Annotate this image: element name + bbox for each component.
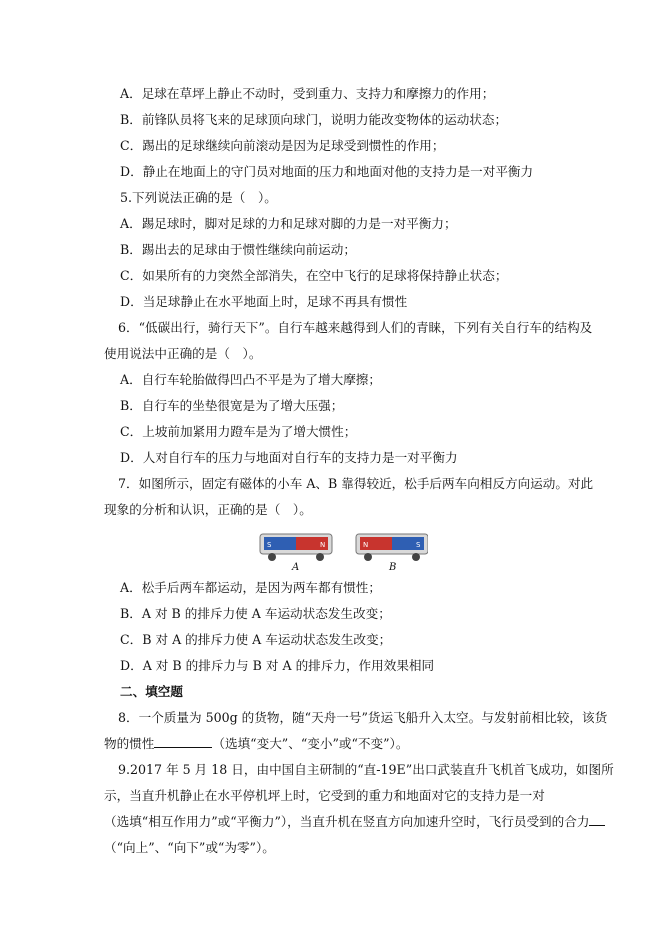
car-b <box>356 534 428 572</box>
q7-option-a: A．松手后两车都运动，是因为两车都有惯性； <box>120 580 381 595</box>
q9-line1: 9.2017 年 5 月 18 日，由中国自主研制的“直-19E”出口武装直升飞机首飞成功，如图所 <box>118 762 614 777</box>
q8-line2-post: （选填“变大”、“变小”或“不变”）。 <box>212 736 409 751</box>
q7-stem-line2: 现象的分析和认识，正确的是（ ）。 <box>104 502 312 517</box>
q6-stem-line2: 使用说法中正确的是（ ）。 <box>104 346 262 361</box>
car-a-label: A <box>292 562 300 572</box>
q6-stem-line1: 6．“低碳出行，骑行天下”。自行车越来越得到人们的青睐，下列有关自行车的结构及 <box>118 320 593 335</box>
magnet-cars-figure <box>258 526 428 572</box>
q8-line2-pre: 物的惯性 <box>104 736 155 751</box>
q6-option-b: B．自行车的坐垫很宽是为了增大压强； <box>120 398 344 413</box>
q6-option-d: D．人对自行车的压力与地面对自行车的支持力是一对平衡力 <box>120 450 458 465</box>
magnet-a-right-pole: N <box>320 541 326 549</box>
q4-option-c: C．踢出的足球继续向前滚动是因为足球受到惯性的作用； <box>120 138 445 153</box>
magnet-a-left-pole: S <box>267 541 272 549</box>
q4-option-b: B．前锋队员将飞来的足球顶向球门，说明力能改变物体的运动状态； <box>120 112 508 127</box>
q9-line2: 示，当直升机静止在水平停机坪上时，它受到的重力和地面对它的支持力是一对 <box>104 788 545 803</box>
car-b-label: B <box>389 562 397 572</box>
q8-line2 <box>104 736 408 752</box>
q5-option-c: C．如果所有的力突然全部消失，在空中飞行的足球将保持静止状态； <box>120 268 508 283</box>
magnet-b-right-pole: S <box>416 541 421 549</box>
q9-line4: （“向上”、“向下”或“为零”）。 <box>104 840 275 855</box>
q6-option-a: A．自行车轮胎做得凹凸不平是为了增大摩擦； <box>120 372 381 387</box>
car-a <box>260 534 332 572</box>
q9-answer-blank[interactable] <box>589 814 605 826</box>
q9-line3-pre: （选填“相互作用力”或“平衡力”），当直升机在竖直方向加速升空时，飞行员受到的合力 <box>104 814 590 829</box>
q7-option-d: D．A 对 B 的排斥力与 B 对 A 的排斥力，作用效果相同 <box>120 658 435 673</box>
section-title-fill-in: 二、填空题 <box>120 684 183 699</box>
q8-answer-blank[interactable] <box>154 736 212 748</box>
q5-option-d: D．当足球静止在水平地面上时，足球不再具有惯性 <box>120 294 408 309</box>
q4-option-d: D．静止在地面上的守门员对地面的压力和地面对他的支持力是一对平衡力 <box>120 164 534 179</box>
q7-option-b: B．A 对 B 的排斥力使 A 车运动状态发生改变； <box>120 606 391 621</box>
q5-stem: 5.下列说法正确的是（ ）。 <box>120 190 277 205</box>
q5-option-b: B．踢出去的足球由于惯性继续向前运动； <box>120 242 356 257</box>
q6-option-c: C．上坡前加紧用力蹬车是为了增大惯性； <box>120 424 357 439</box>
q9-line3 <box>104 814 605 830</box>
q5-option-a: A．踢足球时，脚对足球的力和足球对脚的力是一对平衡力； <box>120 216 457 231</box>
q4-option-a: A．足球在草坪上静止不动时，受到重力、支持力和摩擦力的作用； <box>120 86 495 101</box>
magnet-b-left-pole: N <box>363 541 369 549</box>
q7-stem-line1: 7．如图所示，固定有磁体的小车 A、B 靠得较近，松手后两车向相反方向运动。对此 <box>118 476 594 491</box>
q7-option-c: C．B 对 A 的排斥力使 A 车运动状态发生改变； <box>120 632 392 647</box>
q8-line1: 8．一个质量为 500g 的货物，随“天舟一号”货运飞船升入太空。与发射前相比较，该货 <box>118 710 608 725</box>
